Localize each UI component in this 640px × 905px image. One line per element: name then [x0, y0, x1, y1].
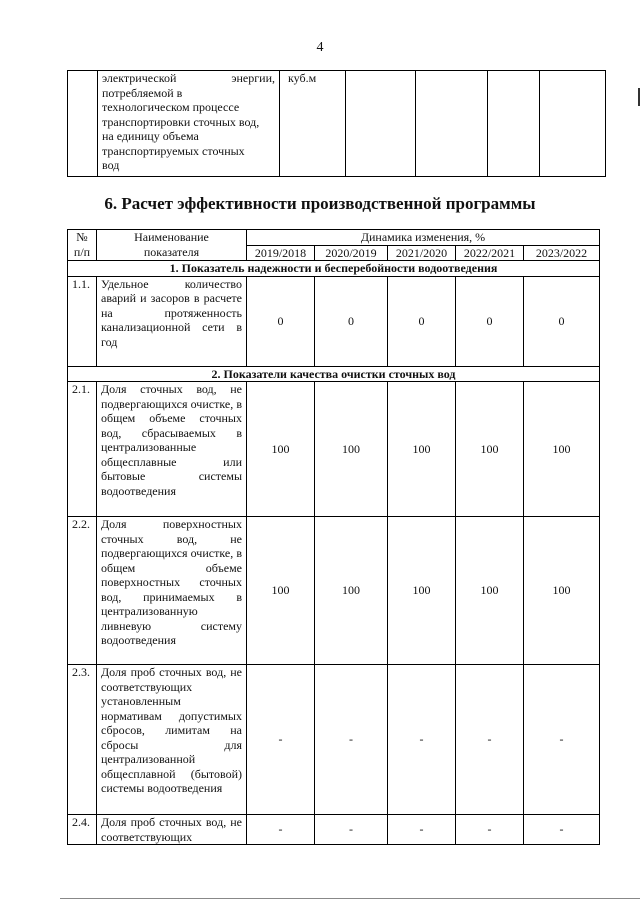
value-cell: 100 — [388, 382, 456, 517]
section-title-quality: 2. Показатели качества очистки сточных вод — [68, 366, 600, 382]
value-cell: - — [524, 815, 600, 845]
table-row — [68, 382, 600, 517]
value-cell: - — [247, 665, 315, 815]
col-num-header: № п/п — [68, 230, 97, 261]
scan-edge-line — [60, 898, 640, 899]
col-name-header: Наименование показателя — [97, 230, 247, 261]
top-table-continuation — [67, 70, 606, 177]
indicator-name: Доля сточных вод, не подвергающихся очистке, в общем объеме сточных вод, сбрасываемых в централизованные общесплавные или бытовые системы водоотведения — [97, 382, 247, 517]
row-number: 2.1. — [68, 382, 97, 517]
value-cell: 100 — [247, 382, 315, 517]
table-row — [68, 276, 600, 366]
value-cell: 100 — [388, 517, 456, 665]
year-header: 2023/2022 — [524, 245, 600, 261]
indicator-name: Удельное количество аварий и засоров в расчете на протяженность канализационной сети в год — [97, 276, 247, 366]
year-header: 2021/2020 — [388, 245, 456, 261]
value-cell: 100 — [456, 517, 524, 665]
indicator-name: Доля проб сточных вод, не соответствующих установленным нормативам допустимых сбросов, лимитам на сбросы для централизованной общесплавной (бытовой) системы водоотведения — [97, 665, 247, 815]
year-header: 2020/2019 — [315, 245, 388, 261]
top-table-unit: куб.м — [280, 71, 346, 177]
row-number: 1.1. — [68, 276, 97, 366]
page-number: 4 — [316, 40, 324, 55]
value-cell: 100 — [247, 517, 315, 665]
row-number: 2.4. — [68, 815, 97, 845]
value-cell: 100 — [524, 517, 600, 665]
value-cell: - — [315, 665, 388, 815]
value-cell: 0 — [456, 276, 524, 366]
year-header: 2019/2018 — [247, 245, 315, 261]
table-row — [68, 815, 600, 845]
value-cell: - — [388, 665, 456, 815]
efficiency-table — [67, 229, 600, 845]
value-cell: - — [456, 665, 524, 815]
value-cell: - — [456, 815, 524, 845]
indicator-name: Доля поверхностных сточных вод, не подвергающихся очистке, в общем объеме поверхностных сточных вод, принимаемых в централизованную ливневую систему водоотведения — [97, 517, 247, 665]
table-row — [68, 517, 600, 665]
section-title-reliability: 1. Показатель надежности и бесперебойности водоотведения — [68, 261, 600, 277]
value-cell: - — [315, 815, 388, 845]
value-cell: - — [388, 815, 456, 845]
value-cell: 0 — [524, 276, 600, 366]
value-cell: 0 — [388, 276, 456, 366]
value-cell: - — [524, 665, 600, 815]
value-cell: 100 — [456, 382, 524, 517]
value-cell: 100 — [315, 517, 388, 665]
year-header: 2022/2021 — [456, 245, 524, 261]
value-cell: 0 — [247, 276, 315, 366]
dynamics-header: Динамика изменения, % — [247, 230, 600, 246]
value-cell: 0 — [315, 276, 388, 366]
top-table-name-cell: электрической энергии, потребляемой в технологическом процессе транспортировки сточных вод, на единицу объема транспортируемых сточных вод — [98, 71, 280, 177]
value-cell: 100 — [524, 382, 600, 517]
row-number: 2.3. — [68, 665, 97, 815]
value-cell: - — [247, 815, 315, 845]
value-cell: 100 — [315, 382, 388, 517]
table-row — [68, 665, 600, 815]
row-number: 2.2. — [68, 517, 97, 665]
section-heading: 6. Расчет эффективности производственной программы — [104, 194, 536, 213]
indicator-name: Доля проб сточных вод, не соответствующих — [97, 815, 247, 845]
